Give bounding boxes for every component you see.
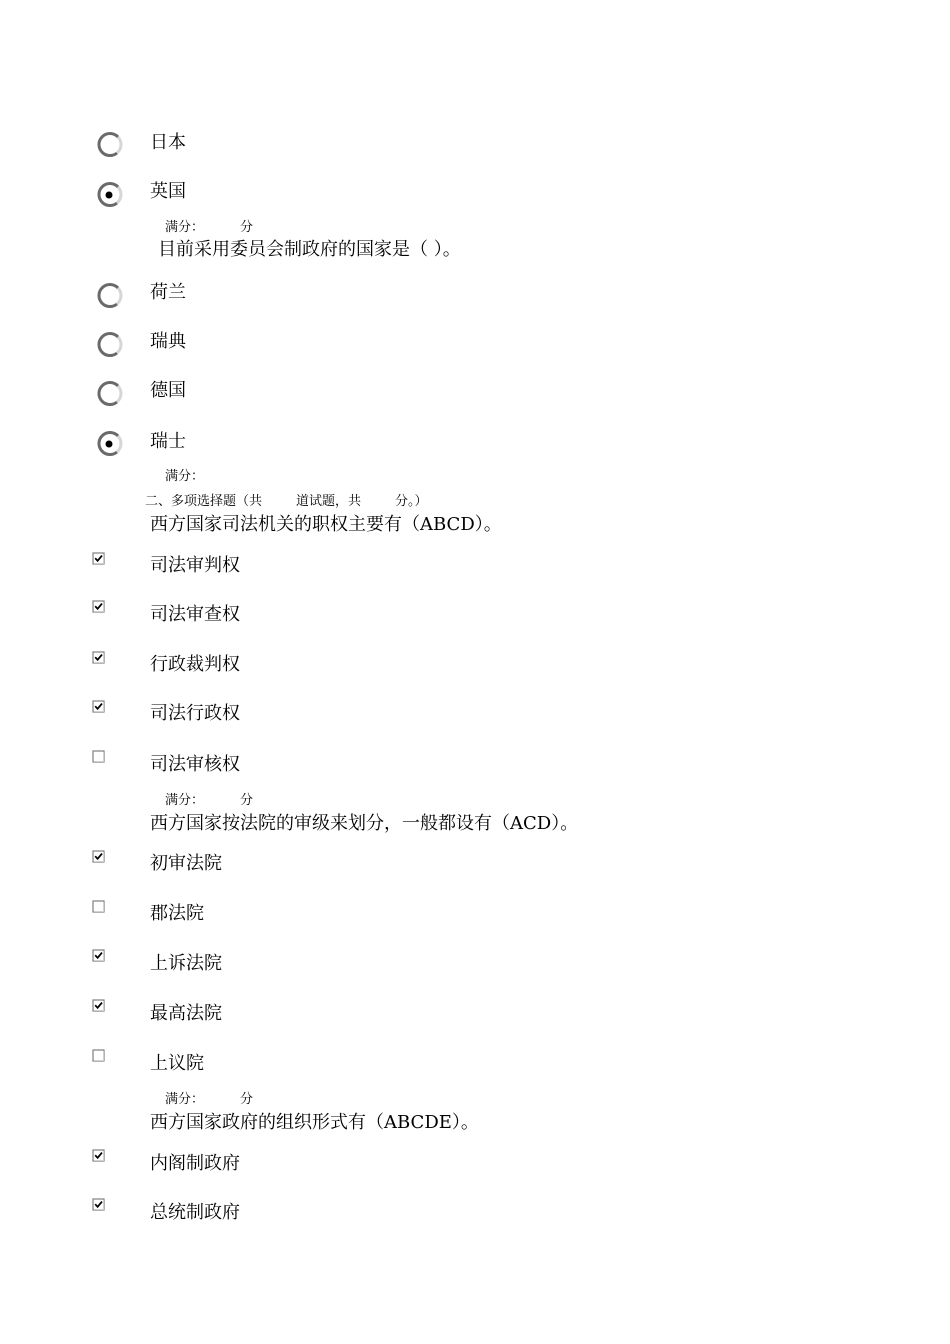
option-label-judicial-a: 司法审判权 — [150, 555, 240, 576]
checkbox-judicial-option-c[interactable] — [92, 651, 106, 665]
radio-option-netherlands[interactable] — [95, 282, 123, 310]
checkbox-judicial-option-b[interactable] — [92, 600, 106, 614]
section-heading-multiple-choice — [145, 494, 428, 510]
option-label-courts-d: 最高法院 — [150, 1003, 222, 1024]
radio-empty-icon — [95, 331, 123, 359]
score-label: 满分： — [165, 793, 205, 808]
radio-selected-icon — [95, 181, 123, 209]
checkbox-empty-icon — [92, 750, 106, 764]
question-government-forms: 西方国家政府的组织形式有（ABCDE）。 — [150, 1112, 479, 1133]
score-line — [165, 793, 253, 809]
score-unit: 分 — [240, 793, 254, 808]
option-label-judicial-b: 司法审查权 — [150, 604, 240, 625]
checkbox-checked-icon — [92, 850, 106, 864]
checkbox-checked-icon — [92, 600, 106, 614]
checkbox-courts-option-b[interactable] — [92, 900, 106, 914]
option-label-germany: 德国 — [150, 380, 186, 401]
question-court-levels: 西方国家按法院的审级来划分，一般都设有（ACD）。 — [150, 813, 579, 834]
radio-empty-icon — [95, 131, 123, 159]
option-label-netherlands: 荷兰 — [150, 282, 186, 303]
radio-empty-icon — [95, 282, 123, 310]
option-label-switzerland: 瑞士 — [150, 431, 186, 452]
option-label-judicial-c: 行政裁判权 — [150, 654, 240, 675]
radio-option-germany[interactable] — [95, 380, 123, 408]
section-heading-end: 分。） — [395, 494, 428, 509]
radio-option-japan[interactable] — [95, 131, 123, 159]
score-line — [165, 220, 253, 236]
checkbox-empty-icon — [92, 900, 106, 914]
checkbox-judicial-option-e[interactable] — [92, 750, 106, 764]
question-committee-government: 目前采用委员会制政府的国家是（ ）。 — [158, 239, 461, 260]
checkbox-checked-icon — [92, 1149, 106, 1163]
option-label-forms-a: 内阁制政府 — [150, 1153, 240, 1174]
checkbox-courts-option-a[interactable] — [92, 850, 106, 864]
option-label-forms-b: 总统制政府 — [150, 1202, 240, 1223]
checkbox-checked-icon — [92, 949, 106, 963]
option-label-judicial-d: 司法行政权 — [150, 703, 240, 724]
checkbox-checked-icon — [92, 552, 106, 566]
score-line — [165, 1092, 253, 1108]
checkbox-checked-icon — [92, 1198, 106, 1212]
option-label-courts-a: 初审法院 — [150, 853, 222, 874]
checkbox-forms-option-a[interactable] — [92, 1149, 106, 1163]
option-label-judicial-e: 司法审核权 — [150, 754, 240, 775]
option-label-courts-e: 上议院 — [150, 1053, 204, 1074]
score-label: 满分： — [165, 220, 205, 235]
option-label-sweden: 瑞典 — [150, 331, 186, 352]
section-heading-start: 二、多项选择题（共 — [145, 494, 263, 509]
option-label-japan: 日本 — [150, 132, 186, 153]
option-label-courts-b: 郡法院 — [150, 903, 204, 924]
section-heading-mid: 道试题，共 — [296, 494, 362, 509]
checkbox-checked-icon — [92, 999, 106, 1013]
checkbox-courts-option-c[interactable] — [92, 949, 106, 963]
checkbox-forms-option-b[interactable] — [92, 1198, 106, 1212]
question-judicial-powers: 西方国家司法机关的职权主要有（ABCD）。 — [150, 514, 502, 535]
checkbox-courts-option-d[interactable] — [92, 999, 106, 1013]
score-line — [165, 469, 204, 485]
score-label: 满分： — [165, 1092, 205, 1107]
radio-selected-icon — [95, 430, 123, 458]
radio-dot-icon — [106, 192, 113, 199]
radio-empty-icon — [95, 380, 123, 408]
score-unit: 分 — [240, 220, 254, 235]
checkbox-judicial-option-a[interactable] — [92, 552, 106, 566]
checkbox-checked-icon — [92, 651, 106, 665]
checkbox-empty-icon — [92, 1049, 106, 1063]
radio-option-switzerland[interactable] — [95, 430, 123, 458]
radio-option-sweden[interactable] — [95, 331, 123, 359]
score-unit: 分 — [240, 1092, 254, 1107]
checkbox-courts-option-e[interactable] — [92, 1049, 106, 1063]
radio-dot-icon — [106, 441, 113, 448]
checkbox-judicial-option-d[interactable] — [92, 700, 106, 714]
radio-option-uk[interactable] — [95, 181, 123, 209]
checkbox-checked-icon — [92, 700, 106, 714]
option-label-uk: 英国 — [150, 181, 186, 202]
score-label: 满分： — [165, 469, 205, 484]
option-label-courts-c: 上诉法院 — [150, 953, 222, 974]
